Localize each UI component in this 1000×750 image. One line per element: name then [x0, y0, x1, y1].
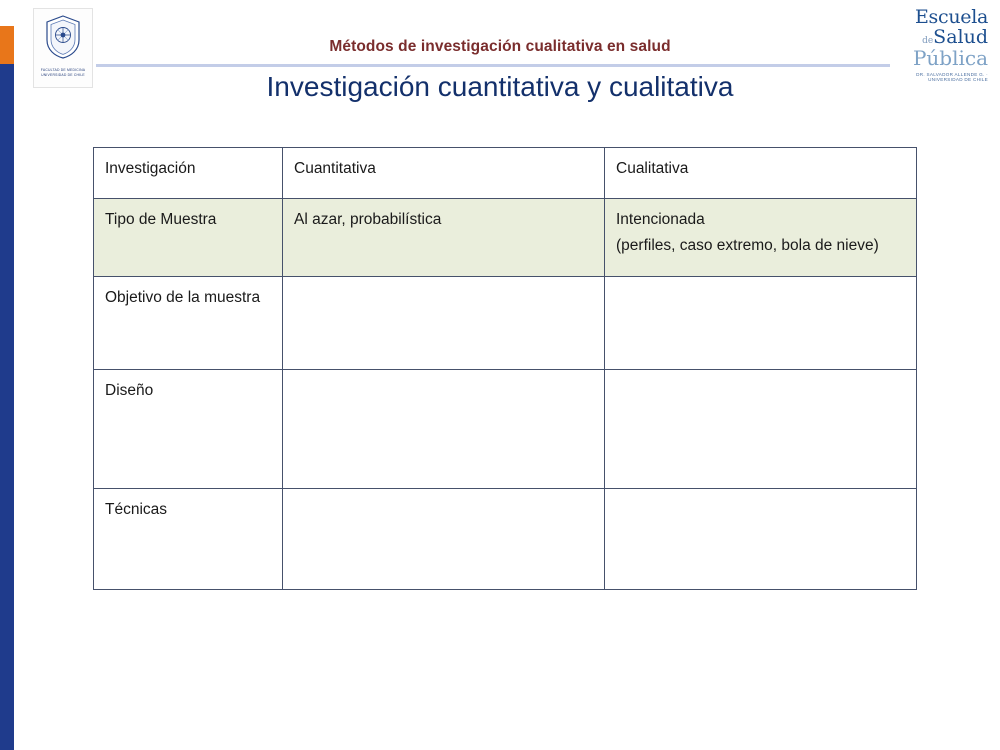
cell-tecnicas-cualitativa: [605, 489, 917, 590]
cell-tipo-muestra-cuantitativa: Al azar, probabilística: [283, 199, 605, 277]
cell-line: (perfiles, caso extremo, bola de nieve): [616, 237, 879, 255]
cell-diseno-cuantitativa: [283, 370, 605, 489]
logo-line-institution: DR. SALVADOR ALLENDE G. · UNIVERSIDAD DE CHILE: [916, 72, 988, 82]
cell-tipo-muestra-cualitativa: [605, 199, 917, 277]
cell-objetivo-cualitativa: [605, 277, 917, 370]
logo-line-salud: [892, 28, 988, 47]
cell-objetivo-cuantitativa: [283, 277, 605, 370]
escuela-de-salud-publica-logo: [892, 8, 988, 88]
header-subtitle: Métodos de investigación cualitativa en salud: [329, 38, 671, 55]
row-label-tecnicas: Técnicas: [94, 489, 283, 590]
slide-header: [0, 0, 1000, 110]
table-header-row: [94, 148, 917, 199]
table-header-cell-investigacion: Investigación: [94, 148, 283, 199]
cell-line: Intencionada: [616, 211, 705, 228]
cell-tecnicas-cuantitativa: [283, 489, 605, 590]
row-label-diseno: Diseño: [94, 370, 283, 489]
facultad-de-medicina-logo: [33, 8, 93, 88]
crest-icon: [43, 14, 83, 65]
row-label-tipo-de-muestra: Tipo de Muestra: [94, 199, 283, 277]
table-row: [94, 489, 917, 590]
logo-line-escuela: Escuela: [914, 6, 988, 28]
logo-line-salud-text: Salud: [933, 26, 988, 48]
left-accent-bar-blue: [0, 64, 14, 750]
table-header-cell-cualitativa: Cualitativa: [605, 148, 917, 199]
logo-line-de: de: [922, 36, 934, 46]
table-row: [94, 199, 917, 277]
logo-line-publica: Pública: [912, 46, 988, 70]
table-row: [94, 277, 917, 370]
comparison-table: [93, 147, 917, 590]
table-header-cell-cuantitativa: Cuantitativa: [283, 148, 605, 199]
comparison-table-container: [93, 147, 879, 590]
crest-caption: FACULTAD DE MEDICINA UNIVERSIDAD DE CHILE: [40, 68, 86, 77]
row-label-objetivo-de-la-muestra: Objetivo de la muestra: [94, 277, 283, 370]
header-divider: [96, 64, 890, 67]
table-row: [94, 370, 917, 489]
page-title: Investigación cuantitativa y cualitativa: [266, 71, 734, 102]
cell-diseno-cualitativa: [605, 370, 917, 489]
